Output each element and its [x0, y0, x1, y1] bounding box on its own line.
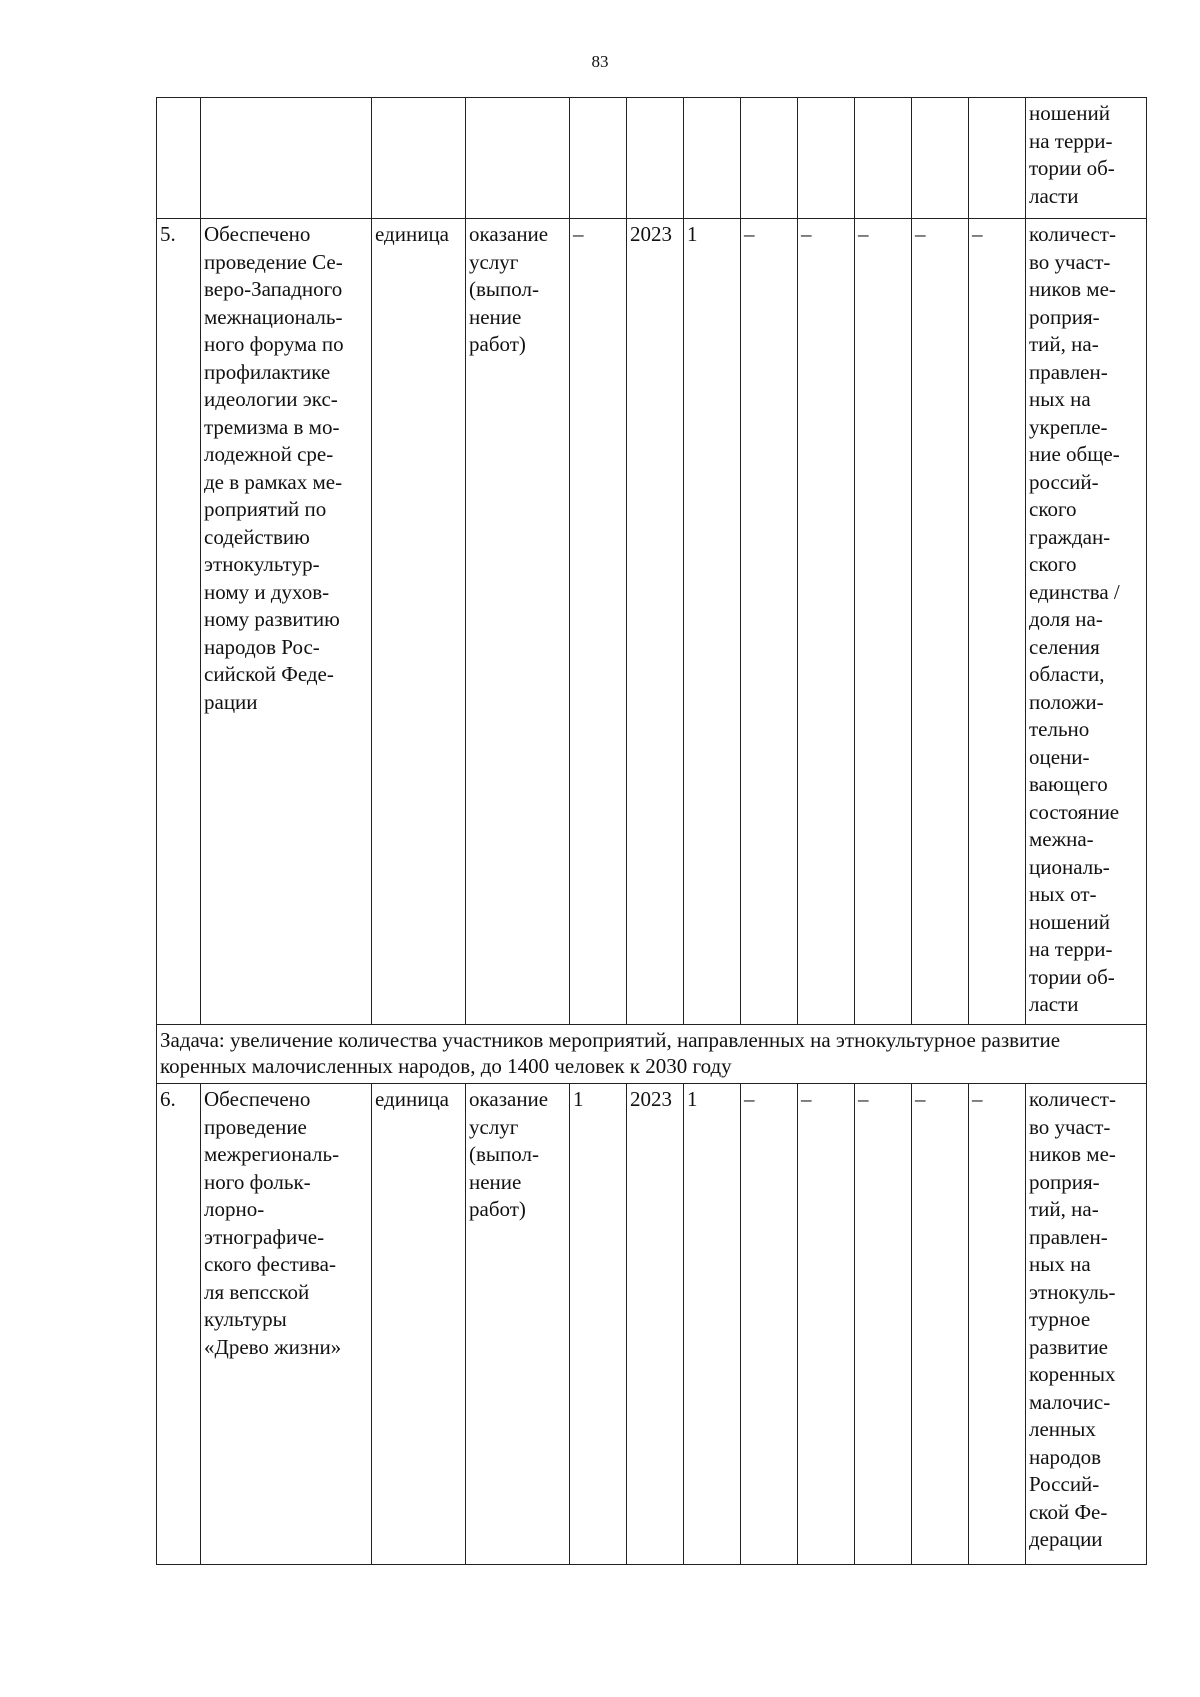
cell-c5: 1	[570, 1084, 627, 1565]
cell-c7: 1	[684, 219, 741, 1025]
cell-c6: 2023	[627, 219, 684, 1025]
cell-name: Обеспечено проведение Се- веро-Западного межнациональ- ного форума по профилактике идеологии экс- тремизма в мо- лодежной сре- де в рамках ме- роприятий по содействию этнокультур- ному и духов- ному развитию народов Рос- сийской Феде- рации	[201, 219, 372, 1025]
cell-c9: –	[798, 219, 855, 1025]
cell-indicator: ношений на терри- тории об- ласти	[1026, 98, 1147, 219]
cell-c10: –	[855, 1084, 912, 1565]
cell-c10	[855, 98, 912, 219]
cell-c6: 2023	[627, 1084, 684, 1565]
cell-c5	[570, 98, 627, 219]
cell-c8: –	[741, 219, 798, 1025]
cell-indicator: количест- во участ- ников ме- роприя- тий, на- правлен- ных на укрепле- ние обще- россий- ского граждан- ского единства / доля на- селения области, положи- тельно оцени- вающего состояние межна- циональ- ных от- ношений на терри- тории об- ласти	[1026, 219, 1147, 1025]
program-table	[156, 97, 1147, 1565]
task-text: Задача: увеличение количества участников мероприятий, направленных на этнокультурное развитие коренных малочисленных народов, до 1400 человек к 2030 году	[157, 1025, 1147, 1084]
table-row-5	[157, 219, 1147, 1025]
cell-name: Обеспечено проведение межрегиональ- ного фольк- лорно- этнографиче- ского фестива- ля вепсской культуры «Древо жизни»	[201, 1084, 372, 1565]
cell-c11	[912, 98, 969, 219]
cell-c9	[798, 98, 855, 219]
cell-indicator: количест- во участ- ников ме- роприя- тий, на- правлен- ных на этнокуль- турное развитие коренных малочис- ленных народов Россий- ской Фе- дерации	[1026, 1084, 1147, 1565]
cell-c9: –	[798, 1084, 855, 1565]
cell-c8: –	[741, 1084, 798, 1565]
cell-c12: –	[969, 1084, 1026, 1565]
cell-c6	[627, 98, 684, 219]
cell-c7: 1	[684, 1084, 741, 1565]
table-row-continued	[157, 98, 1147, 219]
cell-num	[157, 98, 201, 219]
cell-num: 5.	[157, 219, 201, 1025]
page-number: 83	[591, 52, 609, 71]
cell-unit: единица	[372, 1084, 466, 1565]
cell-name	[201, 98, 372, 219]
cell-c11: –	[912, 219, 969, 1025]
cell-c10: –	[855, 219, 912, 1025]
cell-c11: –	[912, 1084, 969, 1565]
cell-unit: единица	[372, 219, 466, 1025]
cell-num: 6.	[157, 1084, 201, 1565]
cell-c7	[684, 98, 741, 219]
cell-c12: –	[969, 219, 1026, 1025]
table-row-6	[157, 1084, 1147, 1565]
cell-c5: –	[570, 219, 627, 1025]
cell-c12	[969, 98, 1026, 219]
cell-type: оказание услуг (выпол- нение работ)	[466, 219, 570, 1025]
cell-c8	[741, 98, 798, 219]
task-row	[157, 1025, 1147, 1084]
cell-type	[466, 98, 570, 219]
cell-unit	[372, 98, 466, 219]
cell-type: оказание услуг (выпол- нение работ)	[466, 1084, 570, 1565]
